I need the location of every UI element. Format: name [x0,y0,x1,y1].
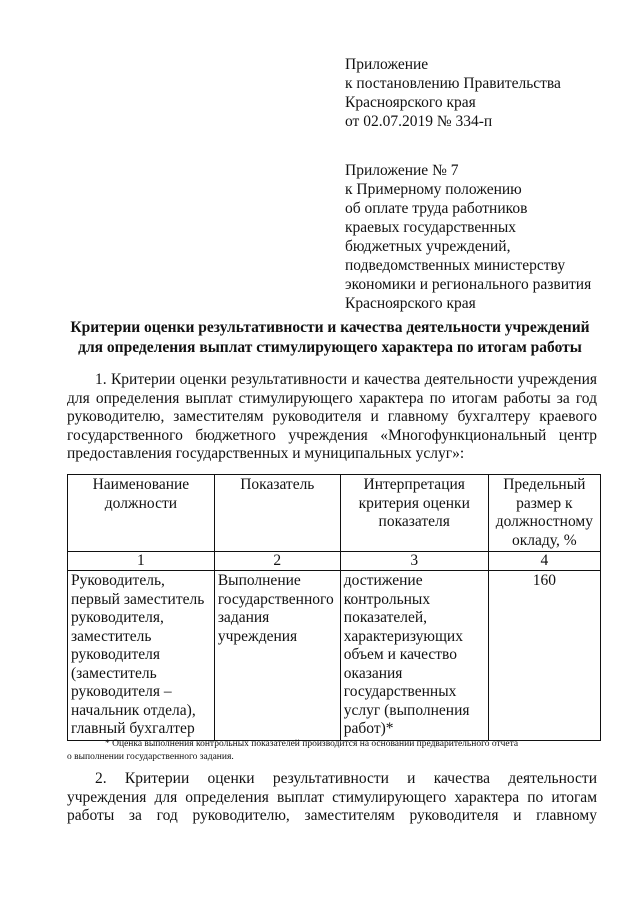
appendix-line: Красноярского края [345,295,476,312]
header-interpretation: Интерпретация критерия оценки показателя [340,475,488,552]
appendix-line: к Примерному положению [345,181,522,198]
cell-position: Руководитель, первый заместитель руководителя, заместитель руководителя (заместитель руководителя – начальник отдела), главный бухгалтер [68,571,215,741]
title-line: Критерии оценки результативности и качества деятельности учреждений [70,319,590,336]
paragraph-line: 1. Критерии оценки результативности и качества деятельности учреждения [95,371,597,388]
appendix-line: краевых государственных [345,219,516,236]
cell-indicator: Выполнение государственного задания учреждения [214,571,340,741]
footnote [67,738,601,764]
table-number-row [68,552,601,571]
paragraph-line: 2. Критерии оценки результативности и качества деятельности [95,770,597,787]
paragraph-1 [67,371,597,464]
appendix-line: подведомственных министерству [345,257,566,274]
paragraph-line: государственного бюджетного учреждения «Многофункциональный центр [67,426,597,444]
header-limit: Предельный размер к должностному окладу, % [488,475,600,552]
paragraph-line: предоставления государственных и муниципальных услуг»: [67,445,465,462]
appendix-header [345,55,615,313]
cell-interpretation: достижение контрольных показателей, характеризующих объем и качество оказания государственных услуг (выполнения работ)* [340,571,488,741]
table-row [68,571,601,741]
column-number: 2 [214,552,340,571]
document-title [60,318,600,358]
column-number: 4 [488,552,600,571]
appendix-line: Приложение [345,56,429,73]
appendix-line: экономики и регионального развития [345,276,592,293]
title-line: для определения выплат стимулирующего характера по итогам работы [78,339,582,356]
paragraph-line: для определения выплат стимулирующего характера по итогам работы за год [67,389,597,407]
cell-limit: 160 [488,571,600,741]
appendix-line: Приложение № 7 [345,162,459,179]
header-position: Наименование должности [68,475,215,552]
paragraph-line: работы за год руководителю, заместителям руководителя и главному [67,807,597,824]
table-header-row [68,475,601,552]
appendix-line: от 02.07.2019 № 334-п [345,113,493,130]
footnote-line: * Оценка выполнения контрольных показателей производится на основании предварительного отчета [105,739,519,749]
column-number: 3 [340,552,488,571]
header-indicator: Показатель [214,475,340,552]
appendix-line: к постановлению Правительства [345,75,561,92]
appendix-line: бюджетных учреждений, [345,238,511,255]
appendix-line: Красноярского края [345,94,476,111]
paragraph-line: руководителю, заместителям руководителя и главному бухгалтеру краевого [67,408,597,425]
paragraph-line: учреждения для определения выплат стимулирующего характера по итогам [67,788,597,806]
footnote-line: о выполнении государственного задания. [67,752,234,762]
criteria-table [67,474,601,741]
appendix-line: об оплате труда работников [345,200,528,217]
column-number: 1 [68,552,215,571]
paragraph-2 [67,770,597,826]
